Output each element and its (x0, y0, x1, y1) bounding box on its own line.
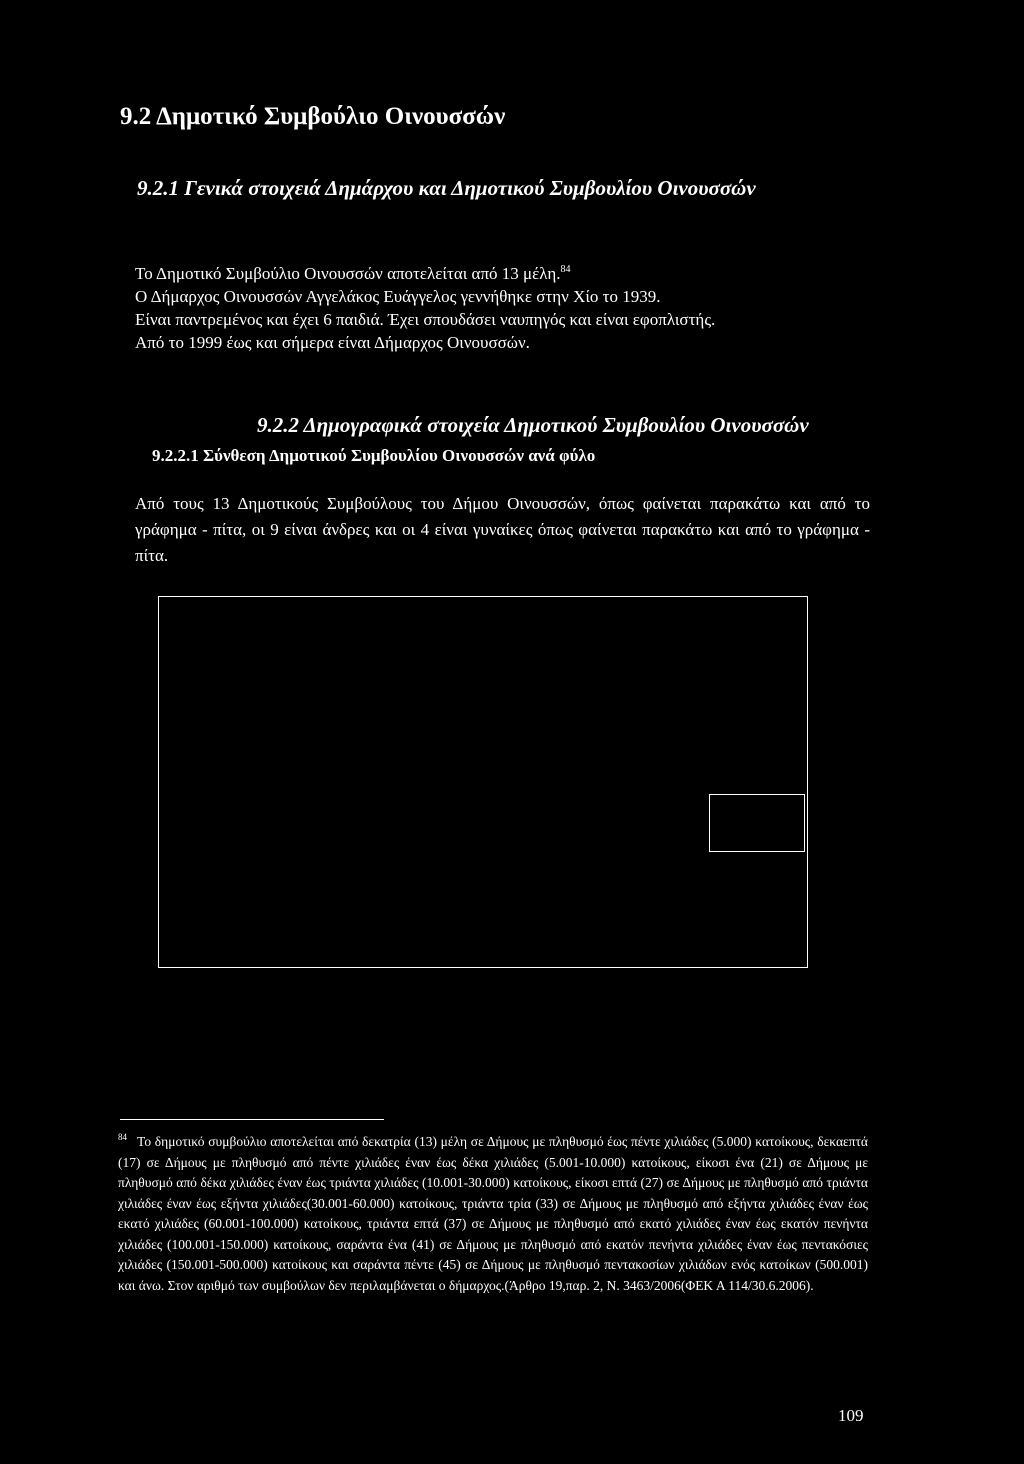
pie-chart-frame (158, 596, 808, 968)
intro-line: Είναι παντρεμένος και έχει 6 παιδιά. Έχει σπουδάσει ναυπηγός και είναι εφοπλιστής. (135, 310, 716, 329)
intro-line: Το Δημοτικό Συμβούλιο Οινουσσών αποτελείται από 13 μέλη.$^{84}$ (135, 264, 571, 283)
page-number: 109 (838, 1406, 864, 1425)
footnote-reference: 84 (560, 264, 571, 275)
footnote-marker: 84 (118, 1132, 127, 1142)
footnote (118, 1127, 868, 1296)
body-paragraph: Από τους 13 Δημοτικούς Συμβούλους του Δήμου Οινουσσών, όπως φαίνεται παρακάτω και από το γράφημα - πίτα, οι 9 είναι άνδρες και οι 4 είναι γυναίκες όπως φαίνεται παρακάτω και από το γράφημα - πίτα. (135, 494, 870, 565)
subsection-2-1-title: 9.2.2.1 Σύνθεση Δημοτικού Συμβουλίου Οινουσσών ανά φύλο (152, 446, 596, 465)
intro-line: Από το 1999 έως και σήμερα είναι Δήμαρχος Οινουσσών. (135, 333, 530, 352)
footnote-separator (120, 1119, 384, 1120)
intro-paragraph (135, 258, 895, 354)
subsection-2-title: 9.2.2 Δημογραφικά στοιχεία Δημοτικού Συμβουλίου Οινουσσών (257, 413, 809, 437)
section-title: 9.2 Δημοτικό Συμβούλιο Οινουσσών (120, 103, 506, 130)
chart-legend-box (709, 794, 805, 852)
subsection-1-title: 9.2.1 Γενικά στοιχειά Δημάρχου και Δημοτικού Συμβουλίου Οινουσσών (137, 176, 756, 200)
intro-line: Ο Δήμαρχος Οινουσσών Αγγελάκος Ευάγγελος γεννήθηκε στην Χίο το 1939. (135, 287, 661, 306)
footnote-text: Το δημοτικό συμβούλιο αποτελείται από δεκατρία (13) μέλη σε Δήμους με πληθυσμό έως πέντε χιλιάδες (5.000) κατοίκους, δεκαεπτά (17) σε Δήμους με πληθυσμό από πέντε χιλιάδες έναν έως δέκα χιλιάδες (5.001-10.000) κατοίκους, είκοσι ένα (21) σε Δήμους με πληθυσμό από δέκα χιλιάδες έναν έως τριάντα χιλιάδες (10.001-30.000) κατοίκους, είκοσι επτά (27) σε Δήμους με πληθυσμό από τριάντα χιλιάδες έναν έως εξήντα χιλιάδες(30.001-60.000) κατοίκους, τριάντα τρία (33) σε Δήμους με πληθυσμό από εξήντα χιλιάδες έναν έως εκατό χιλιάδες (60.001-100.000) κατοίκους, τριάντα επτά (37) σε Δήμους με πληθυσμό από εκατό χιλιάδες έναν έως εκατόν πενήντα χιλιάδες (100.001-150.000) κατοίκους, σαράντα ένα (41) σε Δήμους με πληθυσμό από εκατόν πενήντα χιλιάδες έναν έως πεντακόσιες χιλιάδες (150.001-500.000) κατοίκους και σαράντα πέντε (45) σε Δήμους με πληθυσμό πεντακοσίων χιλιάδων ενός κατοίκων (500.001) και άνω. Στον αριθμό των συμβούλων δεν περιλαμβάνεται ο δήμαρχος.(Άρθρο 19,παρ. 2, Ν. 3463/2006(ΦΕΚ Α 114/30.6.2006). (118, 1134, 868, 1293)
